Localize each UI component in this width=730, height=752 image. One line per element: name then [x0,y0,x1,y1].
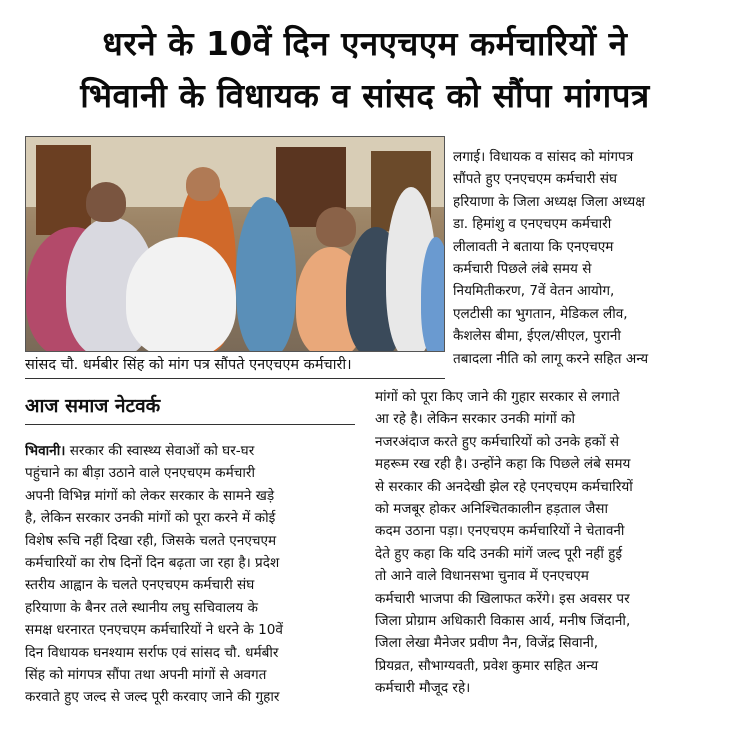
article-line: कर्मचारियों का रोष दिनों दिन बढ़ता जा रहा है। प्रदेश [25,555,280,572]
headline-line-2: भिवानी के विधायक व सांसद को सौंपा मांगपत्र [80,76,650,115]
article-line: को मजबूर होकर अनिश्चितकालीन हड़ताल जैसा [375,501,608,518]
article-line: हरियाणा के बैनर तले स्थानीय लघु सचिवालय के [25,599,258,616]
article-line: प्रियव्रत, सौभाग्यवती, प्रवेश कुमार सहित अन्य [375,657,599,674]
article-line: लीलावती ने बताया कि एनएचएम [453,238,614,255]
article-line: तबादला नीति को लागू करने सहित अन्य [453,350,649,367]
article-line: कर्मचारी पिछले लंबे समय से [453,261,592,278]
article-line: एलटीसी का भुगतान, मेडिकल लीव, [453,305,628,322]
photo-person [126,237,236,352]
article-line: लगाई। विधायक व सांसद को मांगपत्र [453,149,634,165]
article-line: स्तरीय आह्वान के चलते एनएचएम कर्मचारी संघ [25,577,255,594]
photo-person [86,182,126,222]
article-line: है, लेकिन सरकार उनकी मांगों को पूरा करने में कोई [25,510,276,527]
article-line: सिंह को मांगपत्र सौंपा तथा अपनी मांगों से अवगत [25,667,267,684]
article-line: कर्मचारी भाजपा की खिलाफत करेंगे। इस अवसर पर [375,590,630,607]
article-line: समक्ष धरनारत एनएचएम कर्मचारियों ने धरने के 10वें [25,622,283,639]
article-line: करवाते हुए जल्द से जल्द पूरी करवाए जाने की गुहार [25,689,280,706]
article-column-left [25,440,355,709]
article-line: आ रहे है। लेकिन सरकार उनकी मांगों को [375,411,576,428]
article-line [25,440,355,462]
article-column-right-top [453,146,711,370]
article-line: जिला प्रोग्राम अधिकारी विकास आर्य, मनीष जिंदानी, [375,613,631,630]
article-line: दिन विधायक घनश्याम सर्राफ एवं सांसद चौ. धर्मबीर [25,644,279,661]
photo-person [316,207,356,247]
article-line: सौंपते हुए एनएचएम कर्मचारी संघ [453,171,618,188]
byline-divider [25,424,355,425]
article-line-text: सरकार की स्वास्थ्य सेवाओं को घर-घर [69,443,255,459]
article-line: अपनी विभिन्न मांगों को लेकर सरकार के सामने खड़े [25,487,275,504]
article-line: कर्मचारी मौजूद रहे। [375,680,471,697]
article-line: कदम उठाना पड़ा। एनएचएम कर्मचारियों ने चेतावनी [375,523,625,540]
headline [0,18,730,122]
photo-person [236,197,296,352]
article-line: तो आने वाले विधानसभा चुनाव में एनएचएम [375,568,589,585]
article-line: जिला लेखा मैनेजर प्रवीण नैन, विजेंद्र सिवानी, [375,635,599,652]
article-line: मांगों को पूरा किए जाने की गुहार सरकार से लगाते [375,389,620,405]
article-line: हरियाणा के जिला अध्यक्ष जिला अध्यक्ष [453,193,646,210]
photo-person [186,167,220,201]
news-photo [25,136,445,352]
byline: आज समाज नेटवर्क [25,395,161,417]
article-line: कैशलेस बीमा, ईएल/सीएल, पुरानी [453,328,621,345]
article-line: नियमितीकरण, 7वें वेतन आयोग, [453,283,615,300]
article-line: पहुंचाने का बीड़ा उठाने वाले एनएचएम कर्मचारी [25,465,255,482]
article-line: महरूम रख रही है। उन्होंने कहा कि पिछले लंबे समय [375,456,631,473]
photo-door [36,145,91,235]
headline-line-1: धरने के 10वें दिन एनएचएम कर्मचारियों ने [102,24,628,63]
photo-caption: सांसद चौ. धर्मबीर सिंह को मांग पत्र सौंपते एनएचएम कर्मचारी। [25,352,445,379]
article-line: नजरअंदाज करते हुए कर्मचारियों को उनके हकों से [375,433,620,450]
photo-person [421,237,445,352]
article-line: विशेष रूचि नहीं दिखा रही, जिसके चलते एनएचएम [25,532,277,549]
dateline: भिवानी। [25,443,66,459]
article-line: देते हुए कहा कि यदि उनकी मांगें जल्द पूरी नहीं हुई [375,545,623,562]
article-line: से सरकार की अनदेखी झेल रहे एनएचएम कर्मचारियों [375,478,633,495]
article-column-right-bottom [375,386,711,700]
article-line: डा. हिमांशु व एनएचएम कर्मचारी [453,216,612,233]
